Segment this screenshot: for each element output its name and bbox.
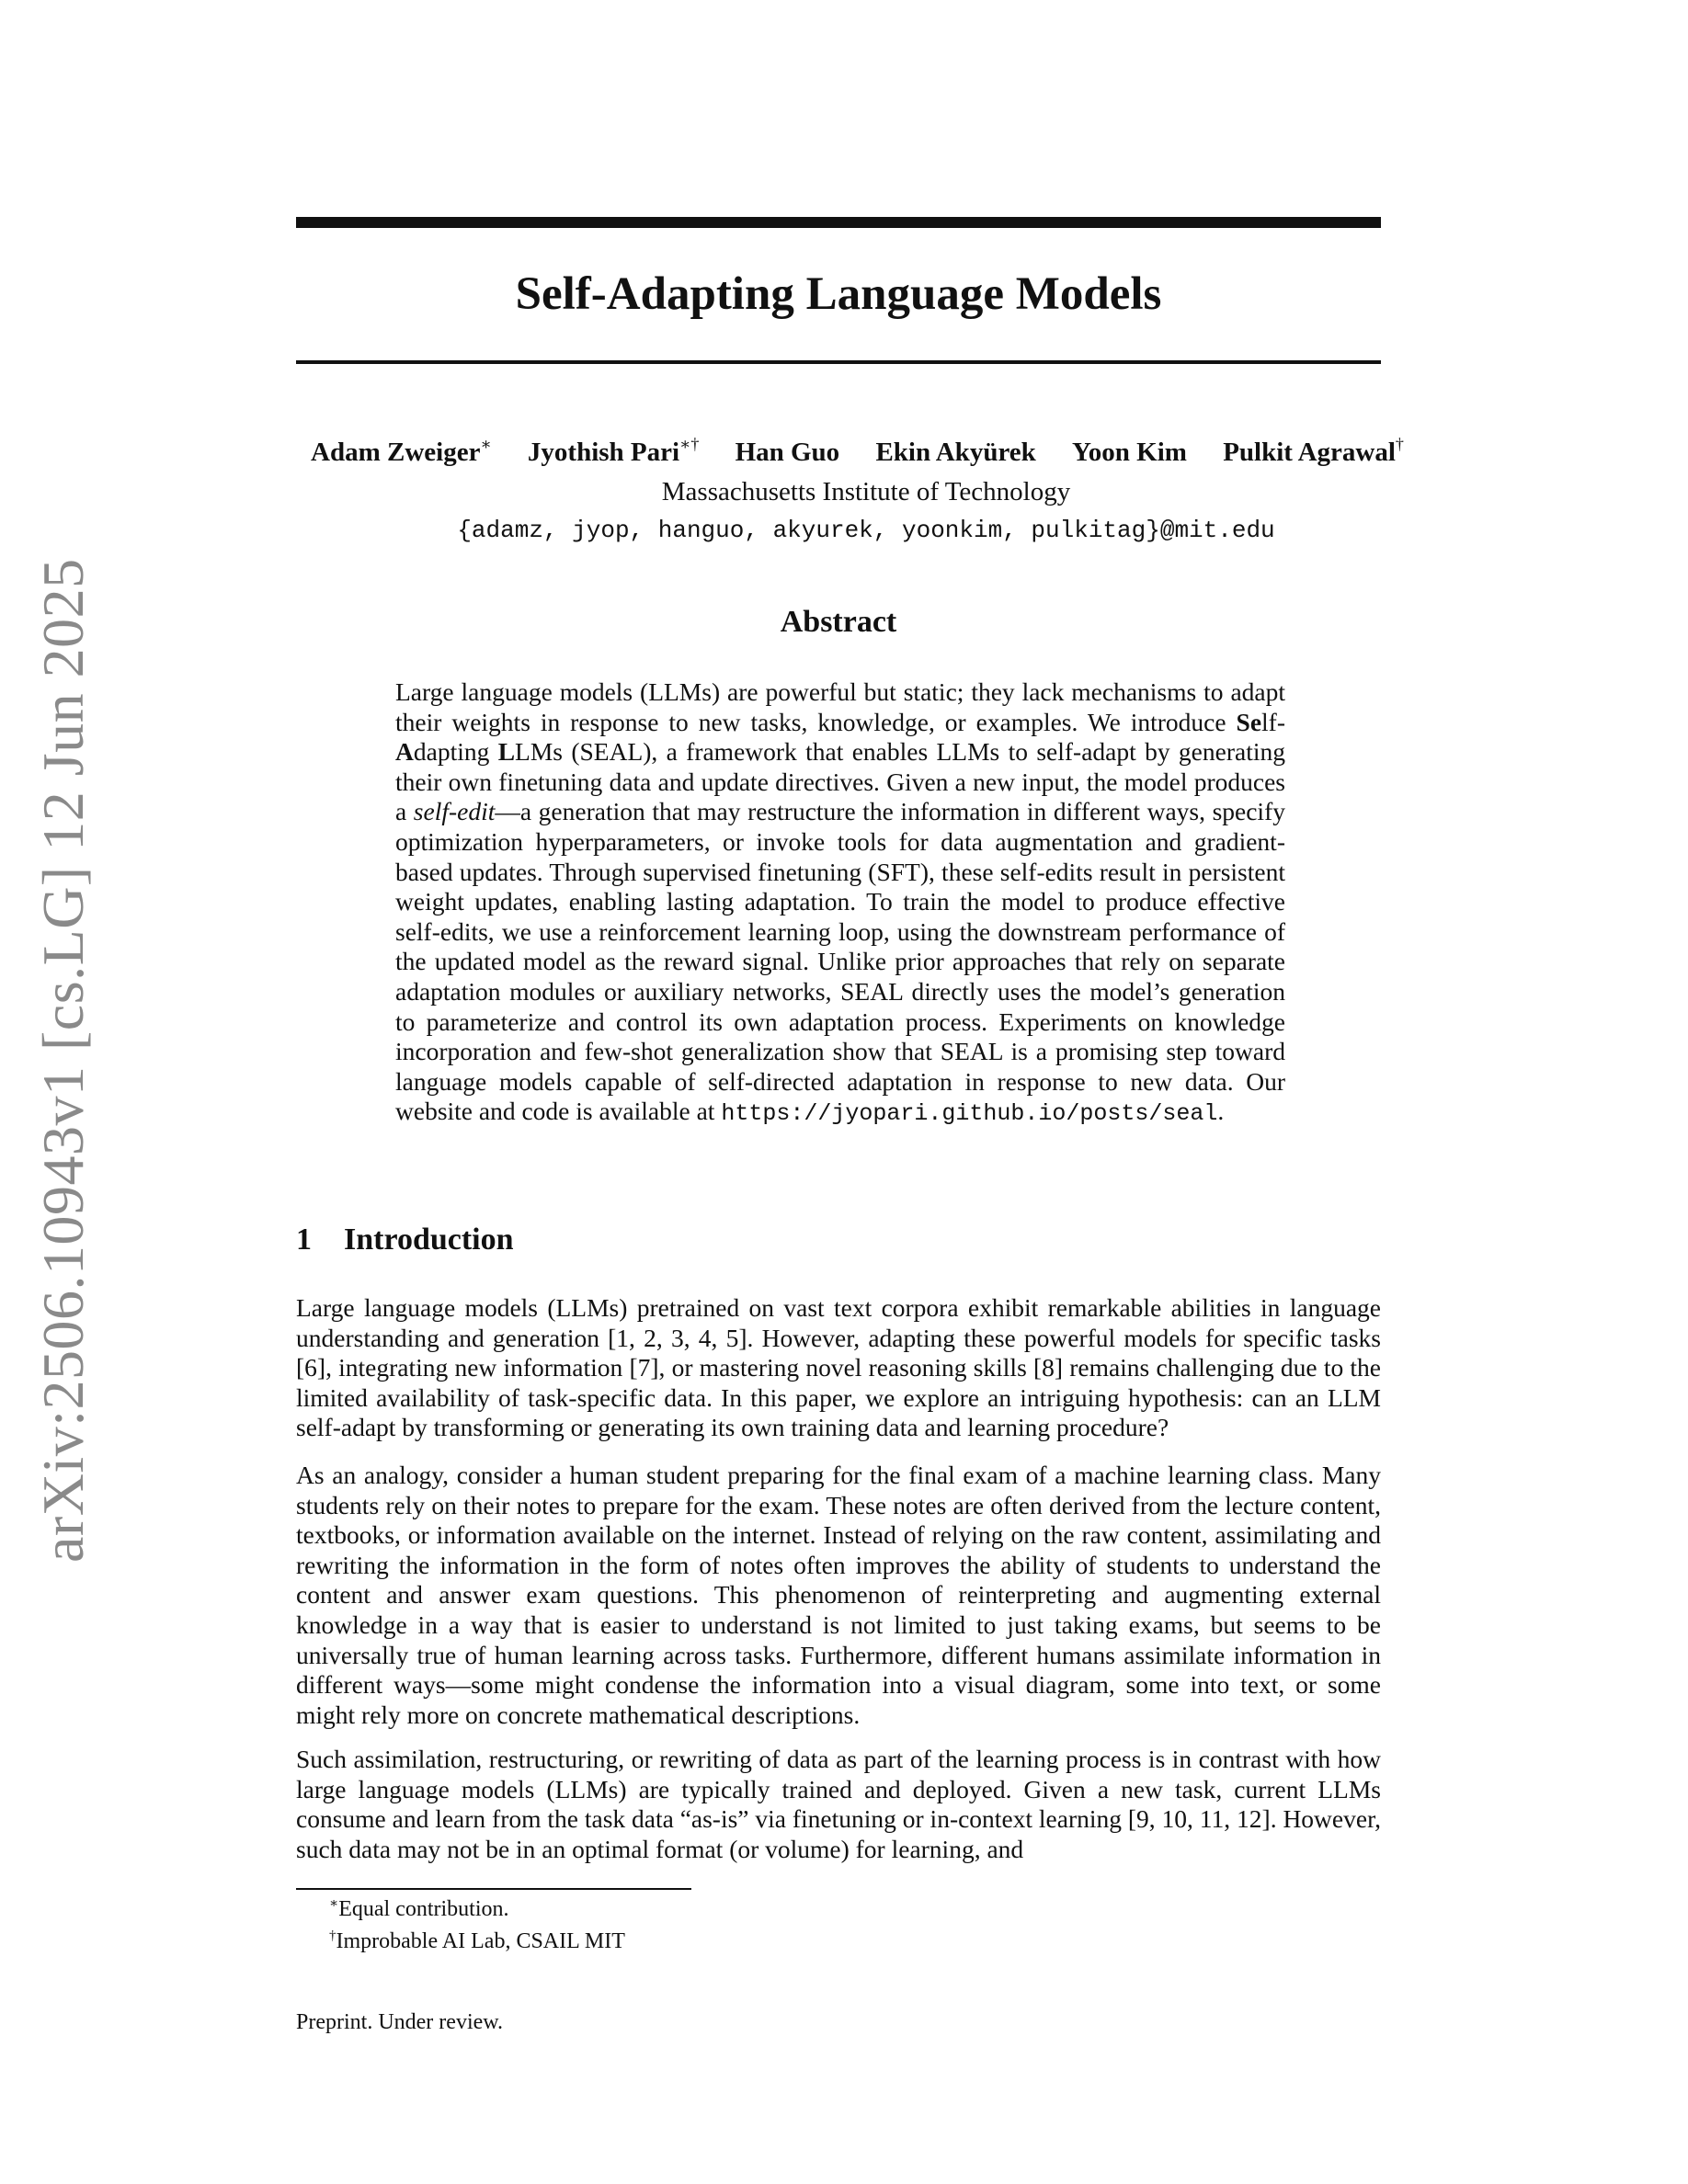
abstract-body: —a generation that may restructure the information in different ways, specify optimization hyperparameters, or invoke tools for data augmentation and gradient-based updates. Through supervised finetuning (SFT), these self-edits result in persistent weight updates, enabling lasting adaptation. To train the model to produce effective self-edits, we use a reinforcement learning loop, using the downstream performance of the updated model as the reward signal. Unlike prior approaches that rely on separate adaptation modules or auxiliary networks, SEAL directly uses the model’s generation to parameterize and control its own adaptation process. Experiments on knowledge incorporation and few-shot generalization show that SEAL is a promising step toward language models capable of self-directed adaptation in response to new data. Our website and code is available at <box>395 797 1285 1126</box>
abstract-end: . <box>1217 1097 1225 1126</box>
footnote-text: Equal contribution. <box>338 1897 509 1921</box>
author <box>311 434 492 471</box>
footnote-text: Improbable AI Lab, CSAIL MIT <box>336 1929 625 1953</box>
preprint-note: Preprint. Under review. <box>296 2010 504 2034</box>
author-emails: {adamz, jyop, hanguo, akyurek, yoonkim, pulkitag}@mit.edu <box>457 517 1275 544</box>
author <box>1072 434 1187 471</box>
paper-title: Self-Adapting Language Models <box>515 268 1162 320</box>
author-name: Pulkit Agrawal <box>1223 438 1396 467</box>
section-title: Introduction <box>344 1223 514 1257</box>
author-name: Jyothish Pari <box>527 438 680 467</box>
author-name: Adam Zweiger <box>311 438 481 467</box>
author-name: Han Guo <box>735 438 840 467</box>
acronym-letters: L <box>497 737 516 767</box>
acronym-letters: Se <box>1236 707 1262 736</box>
author <box>1223 434 1404 471</box>
self-edit-term: self-edit <box>413 797 496 826</box>
abstract-text-run: dapting <box>413 737 498 767</box>
footnote-rule <box>296 1888 691 1890</box>
title-bottom-rule <box>296 360 1381 364</box>
section-heading-introduction <box>296 1218 514 1262</box>
footnote-mark: ∗ <box>329 1896 339 1911</box>
abstract-text <box>395 677 1285 1130</box>
footnote-mark: † <box>329 1928 336 1943</box>
intro-paragraph-3: Such assimilation, restructuring, or rewriting of data as part of the learning process is in contrast with how large language models (LLMs) are typically trained and deployed. Given a new task, current LLMs consume and learn from the task data “as-is” via finetuning or in-context learning [9, 10, 11, 12]. However, such data may not be in an optimal format (or volume) for learning, and <box>296 1745 1382 1863</box>
acronym-letters: A <box>395 737 414 767</box>
author-mark: ∗† <box>679 435 700 453</box>
author-name: Ekin Akyürek <box>875 438 1036 467</box>
footnote-affiliation <box>329 1927 625 1956</box>
intro-paragraph-2: As an analogy, consider a human student preparing for the final exam of a machine learning class. Many students rely on their notes to prepare for the exam. These notes are often derived from the lecture content, textbooks, or information available on the internet. Instead of relying on the raw content, assimilating and rewriting the information in the form of notes often improves the ability of students to understand the content and answer exam questions. This phenomenon of reinterpreting and augmenting external knowledge in a way that is easier to understand is not limited to just taking exams, but seems to be universally true of human learning across tasks. Furthermore, different humans assimilate information in different ways—some might condense the information into a visual diagram, some into text, or some might rely more on concrete mathematical descriptions. <box>296 1461 1381 1729</box>
abstract-intro: Large language models (LLMs) are powerful but static; they lack mechanisms to adapt their weights in response to new tasks, knowledge, or examples. We introduce <box>395 677 1285 736</box>
author <box>875 434 1035 471</box>
author-mark: † <box>1395 435 1404 453</box>
section-number: 1 <box>296 1223 312 1257</box>
project-url-link[interactable]: https://jyopari.github.io/posts/seal <box>721 1100 1218 1128</box>
author-list <box>296 434 1418 471</box>
title-top-rule <box>296 217 1381 228</box>
abstract-heading: Abstract <box>780 605 897 639</box>
abstract-text-run: LMs (SEAL), a framework that enables LLMs to self-adapt by generating their own finetuning data and update directives. Given a new input, the model produces a <box>395 737 1285 826</box>
affiliation: Massachusetts Institute of Technology <box>661 477 1071 506</box>
footnote-equal-contribution <box>329 1894 509 1924</box>
abstract-text-run: lf- <box>1261 707 1285 736</box>
author-mark: ∗ <box>480 435 492 453</box>
author-name: Yoon Kim <box>1072 438 1187 467</box>
intro-paragraph-1: Large language models (LLMs) pretrained on vast text corpora exhibit remarkable abilities in language understanding and generation [1, 2, 3, 4, 5]. However, adapting these powerful models for specific tasks [6], integrating new information [7], or mastering novel reasoning skills [8] remains challenging due to the limited availability of task-specific data. In this paper, we explore an intriguing hypothesis: can an LLM self-adapt by transforming or generating its own training data and learning procedure? <box>296 1293 1381 1442</box>
arxiv-identifier-stamp: arXiv:2506.10943v1 [cs.LG] 12 Jun 2025 <box>30 558 96 1563</box>
author <box>528 434 699 471</box>
author <box>736 434 840 471</box>
